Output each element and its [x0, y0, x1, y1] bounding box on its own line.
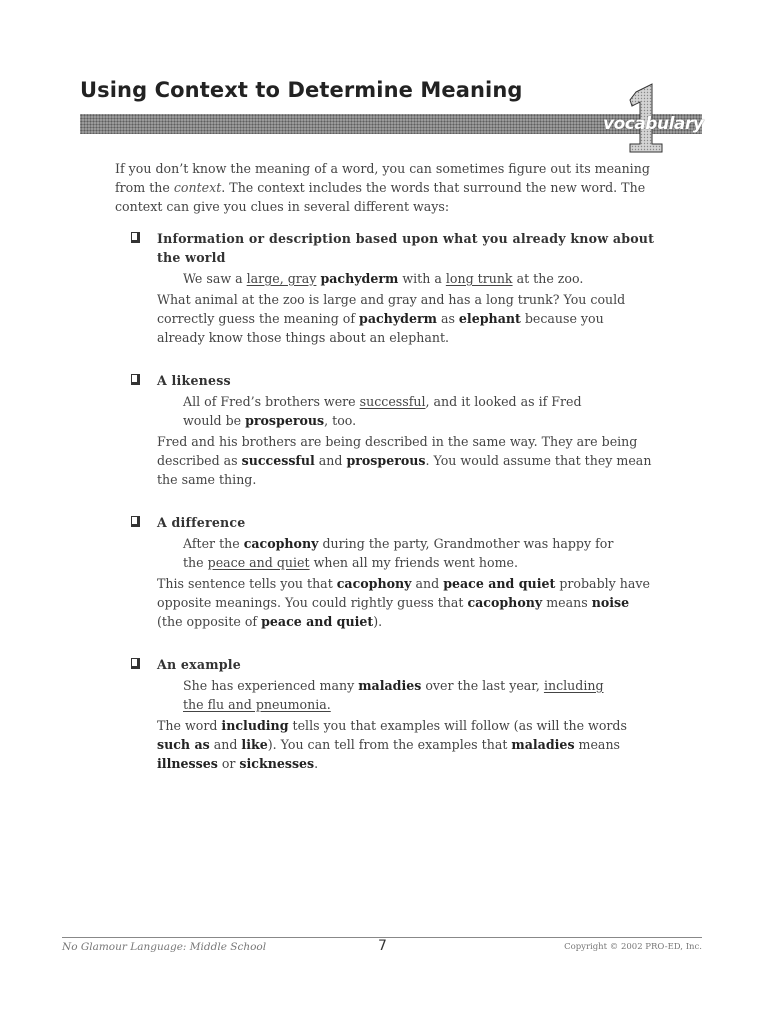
- example-sentence: [183, 269, 615, 288]
- text-run: means: [542, 595, 592, 610]
- key-term: cacophony: [336, 576, 412, 591]
- context-clue: peace and quiet: [207, 555, 310, 570]
- key-term: cacophony: [243, 536, 319, 551]
- text-run: during the party, Grandmother was happy for the: [183, 536, 614, 570]
- intro-paragraph: If you don’t know the meaning of a word, you can sometimes figure out its meaning from the context. The context includes the words that surround the new word. The context can give you clues in several different ways:: [115, 161, 650, 214]
- key-term: prosperous: [346, 453, 426, 468]
- key-term: pachyderm: [320, 271, 399, 286]
- footer-book-title: No Glamour Language: Middle School: [62, 941, 267, 953]
- page-title: Using Context to Determine Meaning: [80, 78, 523, 102]
- checkbox-icon: [131, 516, 140, 527]
- key-term: such as: [157, 737, 210, 752]
- text-run: The word: [157, 718, 222, 733]
- text-run: or: [217, 756, 240, 771]
- text-run: .: [314, 756, 319, 771]
- explanation: [157, 432, 655, 489]
- checkbox-icon: [131, 232, 140, 243]
- explanation: [157, 574, 655, 631]
- key-term: peace and quiet: [261, 614, 374, 629]
- clue-section: [115, 229, 655, 347]
- context-clue: large, gray: [246, 271, 317, 286]
- text-run: at the zoo.: [512, 271, 584, 286]
- text-run: ).: [373, 614, 383, 629]
- text-run: ). You can tell from the examples that: [267, 737, 512, 752]
- context-clue: long trunk: [445, 271, 513, 286]
- explanation: [157, 290, 655, 347]
- key-term: like: [241, 737, 268, 752]
- example-sentence: [183, 676, 615, 714]
- text-run: probably have opposite meanings. You could rightly guess that: [157, 576, 650, 610]
- checkbox-icon: [131, 658, 140, 669]
- text-run: All of Fred’s brothers were: [183, 394, 360, 409]
- vocabulary-label: vocabulary: [603, 114, 704, 134]
- key-term: illnesses: [157, 756, 218, 771]
- section-heading: An example: [157, 657, 241, 672]
- key-term: elephant: [458, 311, 521, 326]
- key-term: including: [221, 718, 289, 733]
- text-run: and: [314, 453, 347, 468]
- key-term: maladies: [511, 737, 575, 752]
- section-heading: Information or description based upon what you already know about the world: [157, 231, 655, 265]
- key-term: pachyderm: [359, 311, 437, 326]
- clue-section: [115, 655, 655, 773]
- copyright: Copyright © 2002 PRO-ED, Inc.: [564, 942, 702, 952]
- page-number: 7: [378, 938, 387, 954]
- key-term: cacophony: [467, 595, 543, 610]
- text-run: Fred and his brothers are being described in the same way. They are being described as: [157, 434, 638, 468]
- text-run: , too.: [324, 413, 357, 428]
- clue-section: [115, 513, 655, 631]
- text-run: This sentence tells you that: [157, 576, 337, 591]
- text-run: (the opposite of: [157, 614, 262, 629]
- text-run: , and it looked as if Fred would be: [183, 394, 582, 428]
- text-run: with a: [398, 271, 446, 286]
- section-heading: A likeness: [157, 373, 231, 388]
- context-clue: including the flu and pneumonia.: [183, 678, 604, 712]
- key-term: successful: [241, 453, 315, 468]
- checkbox-icon: [131, 374, 140, 385]
- key-term: maladies: [358, 678, 422, 693]
- text-run: We saw a: [183, 271, 247, 286]
- text-run: . You would assume that they mean the same thing.: [157, 453, 652, 487]
- text-run: over the last year,: [421, 678, 544, 693]
- text-run: tells you that examples will follow (as will the words: [288, 718, 627, 733]
- main-content: [115, 159, 655, 797]
- text-run: She has experienced many: [183, 678, 359, 693]
- text-run: as: [436, 311, 459, 326]
- text-run: and: [411, 576, 444, 591]
- text-run: means: [574, 737, 621, 752]
- example-sentence: [183, 534, 615, 572]
- example-sentence: [183, 392, 615, 430]
- context-clue: successful: [359, 394, 426, 409]
- clue-section: [115, 371, 655, 489]
- key-term: sicknesses: [239, 756, 315, 771]
- key-term: prosperous: [245, 413, 325, 428]
- text-run: What animal at the zoo is large and gray and has a long trunk? You could correctly guess the meaning of: [157, 292, 626, 326]
- key-term: noise: [591, 595, 630, 610]
- explanation: [157, 716, 655, 773]
- text-run: and: [209, 737, 242, 752]
- key-term: peace and quiet: [443, 576, 556, 591]
- text-run: because you already know those things about an elephant.: [157, 311, 604, 345]
- text-run: After the: [183, 536, 244, 551]
- section-heading: A difference: [157, 515, 246, 530]
- text-run: when all my friends went home.: [309, 555, 518, 570]
